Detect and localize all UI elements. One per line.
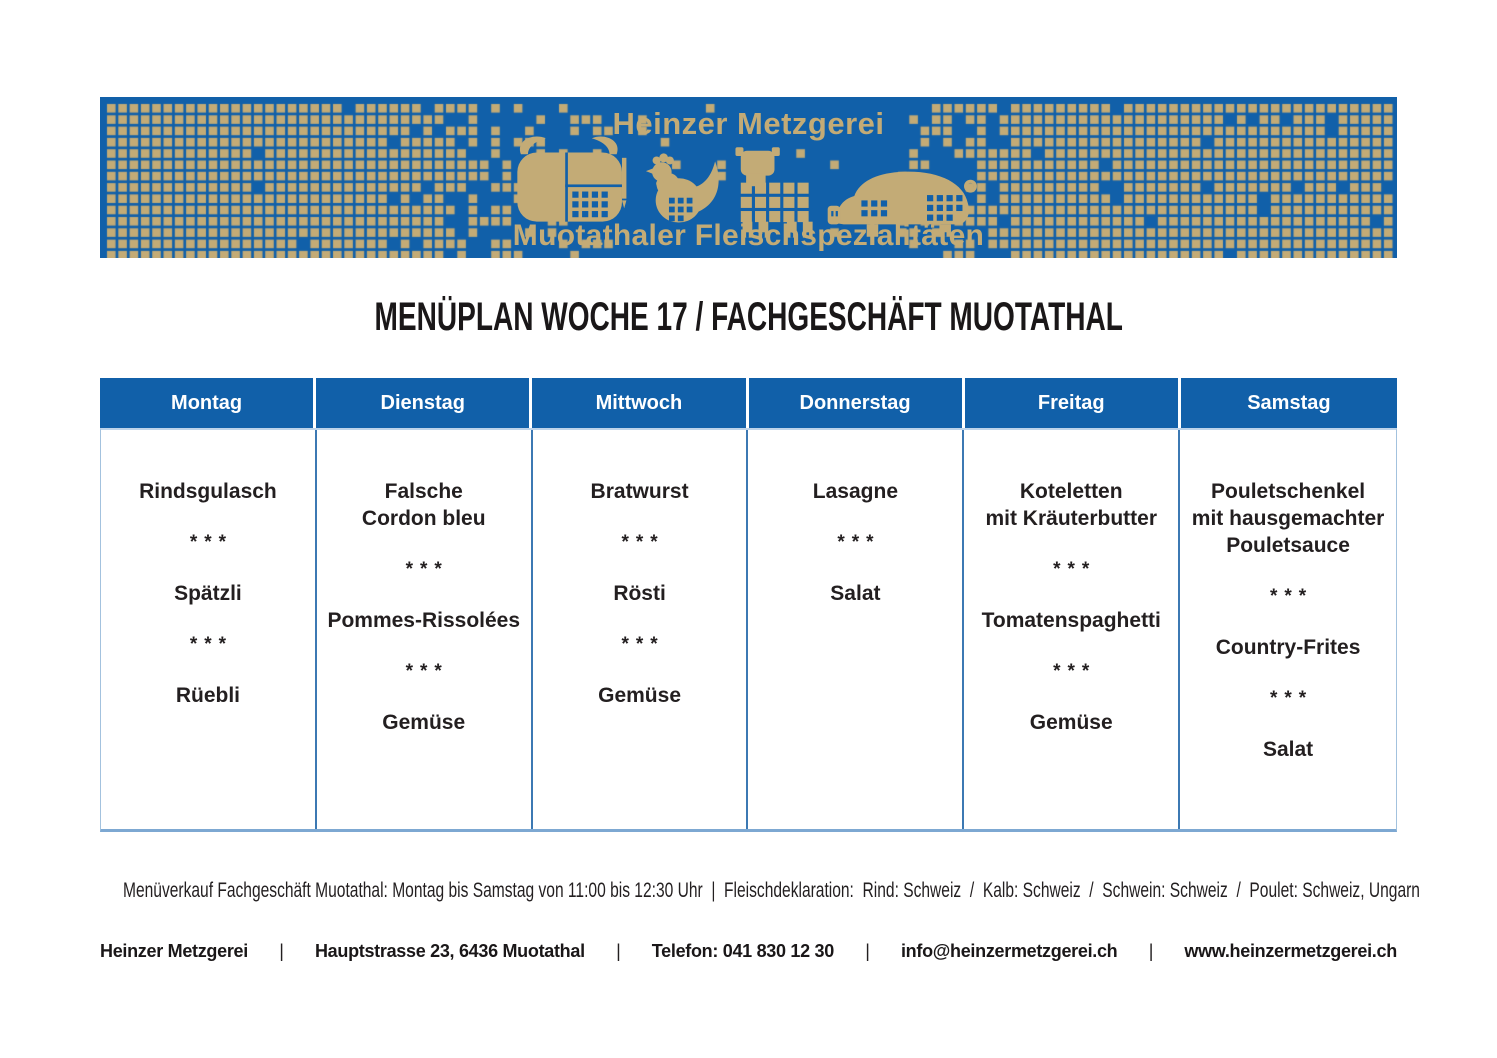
course-separator: *** bbox=[189, 634, 233, 655]
day-header: Freitag bbox=[965, 378, 1181, 428]
course-separator: *** bbox=[189, 532, 233, 553]
menu-item: Rüebli bbox=[175, 684, 240, 707]
day-column bbox=[101, 430, 317, 829]
footer-item: www.heinzermetzgerei.ch bbox=[1184, 941, 1397, 961]
menu-header-row bbox=[100, 378, 1397, 428]
brand-tagline: Muotathaler Fleischspezialitäten bbox=[512, 219, 985, 252]
weekly-menu-table bbox=[100, 378, 1397, 832]
menu-item: Salat bbox=[830, 582, 881, 605]
menu-item: Gemüse bbox=[598, 684, 681, 707]
menu-item: Lasagne bbox=[812, 480, 898, 503]
course-separator: *** bbox=[1053, 559, 1097, 580]
menu-item: Country-Frites bbox=[1215, 636, 1361, 659]
info-line bbox=[100, 852, 1421, 930]
footer-separator: | bbox=[1148, 941, 1154, 961]
footer-item: Telefon: 041 830 12 30 bbox=[651, 941, 834, 961]
contact-footer bbox=[100, 941, 1397, 962]
footer-item: info@heinzermetzgerei.ch bbox=[900, 941, 1118, 961]
course-separator: *** bbox=[837, 532, 881, 553]
menu-item: Tomatenspaghetti bbox=[981, 609, 1161, 632]
course-separator: *** bbox=[1269, 586, 1314, 607]
menu-item: Falsche Cordon bleu bbox=[361, 480, 486, 530]
cow-icon bbox=[517, 137, 626, 222]
menu-item: Rindsgulasch bbox=[139, 480, 277, 503]
menu-item: Rösti bbox=[613, 582, 666, 605]
menu-item: Bratwurst bbox=[590, 480, 689, 503]
menu-item: Pommes-Rissolées bbox=[327, 609, 521, 632]
menu-item: Gemüse bbox=[1029, 711, 1113, 734]
footer-separator: | bbox=[865, 941, 870, 961]
footer-item: Heinzer Metzgerei bbox=[100, 941, 248, 961]
menu-item: Pouletschenkel mit hausgemachter Pouletsauce bbox=[1191, 480, 1385, 557]
day-column bbox=[964, 430, 1180, 829]
day-column bbox=[533, 430, 749, 829]
menu-item: Gemüse bbox=[382, 711, 466, 734]
course-separator: *** bbox=[1269, 688, 1314, 709]
info-line-text: Menüverkauf Fachgeschäft Muotathal: Montag bis Samstag von 11:00 bis 12:30 Uhr | Fleischdeklaration: Rind: Schweiz / Kalb: Schweiz / Schwein: Schweiz / Poulet: Schweiz, Ungarn bbox=[123, 879, 1421, 902]
day-header: Samstag bbox=[1181, 378, 1397, 428]
brand-name: Heinzer Metzgerei bbox=[612, 106, 885, 141]
menu-item: Koteletten mit Kräuterbutter bbox=[985, 480, 1157, 530]
footer-separator: | bbox=[279, 941, 284, 961]
day-column bbox=[317, 430, 533, 829]
day-column bbox=[1180, 430, 1396, 829]
page-title-text: MENÜPLAN WOCHE 17 / FACHGESCHÄFT MUOTATHAL bbox=[374, 295, 1123, 339]
footer-item: Hauptstrasse 23, 6436 Muotathal bbox=[314, 941, 585, 961]
day-header: Donnerstag bbox=[749, 378, 965, 428]
course-separator: *** bbox=[621, 532, 665, 553]
course-separator: *** bbox=[1053, 661, 1097, 682]
day-header: Montag bbox=[100, 378, 316, 428]
brand-banner bbox=[100, 97, 1397, 258]
course-separator: *** bbox=[621, 634, 665, 655]
day-header: Mittwoch bbox=[532, 378, 748, 428]
menu-item: Spätzli bbox=[174, 582, 242, 605]
menu-body-row bbox=[100, 428, 1397, 832]
menu-item: Salat bbox=[1262, 738, 1314, 761]
day-column bbox=[748, 430, 964, 829]
page-title bbox=[100, 295, 1397, 339]
course-separator: *** bbox=[405, 661, 449, 682]
day-header: Dienstag bbox=[316, 378, 532, 428]
rooster-icon bbox=[645, 153, 718, 222]
footer-separator: | bbox=[616, 941, 621, 961]
course-separator: *** bbox=[405, 559, 449, 580]
